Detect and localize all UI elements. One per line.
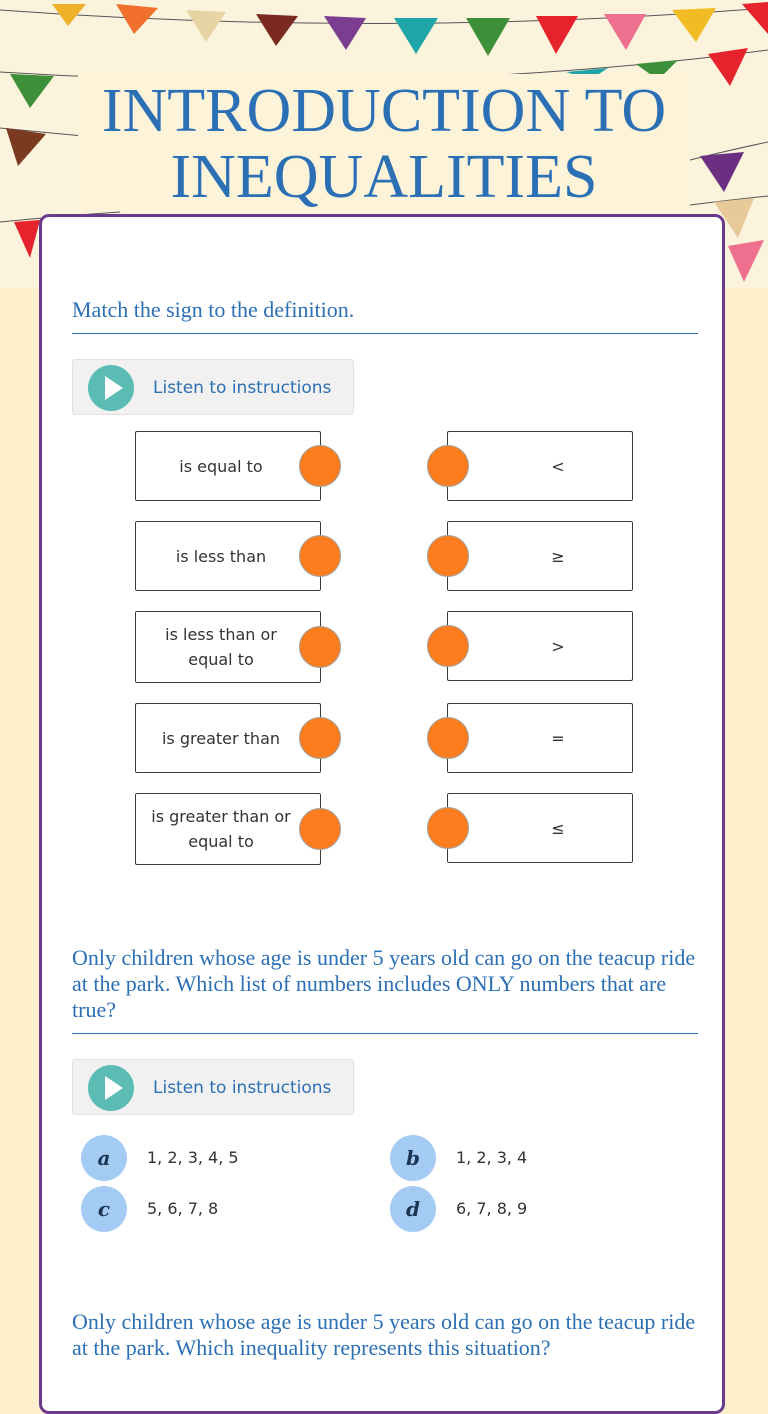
answer-option-b[interactable] xyxy=(390,1135,610,1181)
option-text: 1, 2, 3, 4, 5 xyxy=(147,1148,239,1167)
match-right-item[interactable] xyxy=(447,703,633,773)
match-right-connector[interactable] xyxy=(427,625,469,667)
match-left-label: is greater than or equal to xyxy=(151,807,291,851)
match-left-item[interactable] xyxy=(135,793,321,865)
match-left-label: is greater than xyxy=(161,728,281,748)
worksheet-title: INTRODUCTION TO INEQUALITIES xyxy=(101,77,667,211)
match-right-label: ≥ xyxy=(551,546,565,566)
match-left-item[interactable] xyxy=(135,703,321,773)
question-2-divider xyxy=(72,1033,698,1034)
option-letter-badge: d xyxy=(390,1186,436,1232)
option-letter-badge: a xyxy=(81,1135,127,1181)
option-text: 6, 7, 8, 9 xyxy=(456,1199,528,1218)
listen-label: Listen to instructions xyxy=(153,378,332,398)
option-letter-badge: c xyxy=(81,1186,127,1232)
match-left-label: is equal to xyxy=(179,456,263,476)
option-text: 5, 6, 7, 8 xyxy=(147,1199,219,1218)
listen-instructions-button[interactable] xyxy=(72,359,354,415)
match-right-connector[interactable] xyxy=(427,445,469,487)
answer-option-c[interactable] xyxy=(81,1186,301,1232)
match-left-label: is less than or equal to xyxy=(165,625,277,669)
match-left-connector[interactable] xyxy=(299,626,341,668)
answer-option-d[interactable] xyxy=(390,1186,610,1232)
question-1-divider xyxy=(72,333,698,334)
match-right-item[interactable] xyxy=(447,521,633,591)
match-right-label: = xyxy=(551,728,565,748)
question-2-text: Only children whose age is under 5 years old can go on the teacup ride at the park. Which list of numbers includes ONLY numbers that are true? xyxy=(72,945,696,1022)
match-right-label: < xyxy=(551,456,565,476)
option-letter-badge: b xyxy=(390,1135,436,1181)
match-right-connector[interactable] xyxy=(427,535,469,577)
match-right-item[interactable] xyxy=(447,793,633,863)
match-right-item[interactable] xyxy=(447,431,633,501)
listen-instructions-button[interactable] xyxy=(72,1059,354,1115)
option-text: 1, 2, 3, 4 xyxy=(456,1148,528,1167)
match-right-item[interactable] xyxy=(447,611,633,681)
question-3-text: Only children whose age is under 5 years old can go on the teacup ride at the park. Which inequality represents this situation? xyxy=(72,1309,696,1360)
worksheet-card xyxy=(39,214,725,1414)
match-right-label: ≤ xyxy=(551,818,565,838)
match-left-connector[interactable] xyxy=(299,717,341,759)
match-left-item[interactable] xyxy=(135,611,321,683)
match-left-connector[interactable] xyxy=(299,445,341,487)
match-right-connector[interactable] xyxy=(427,717,469,759)
title-box xyxy=(78,74,690,210)
match-right-connector[interactable] xyxy=(427,807,469,849)
listen-label: Listen to instructions xyxy=(153,1078,332,1098)
match-left-item[interactable] xyxy=(135,431,321,501)
answer-option-a[interactable] xyxy=(81,1135,301,1181)
match-left-label: is less than xyxy=(175,546,267,566)
play-icon[interactable] xyxy=(88,365,134,411)
question-1-text: Match the sign to the definition. xyxy=(72,297,355,322)
match-right-label: > xyxy=(551,636,565,656)
match-left-connector[interactable] xyxy=(299,535,341,577)
match-left-connector[interactable] xyxy=(299,808,341,850)
match-left-item[interactable] xyxy=(135,521,321,591)
play-icon[interactable] xyxy=(88,1065,134,1111)
